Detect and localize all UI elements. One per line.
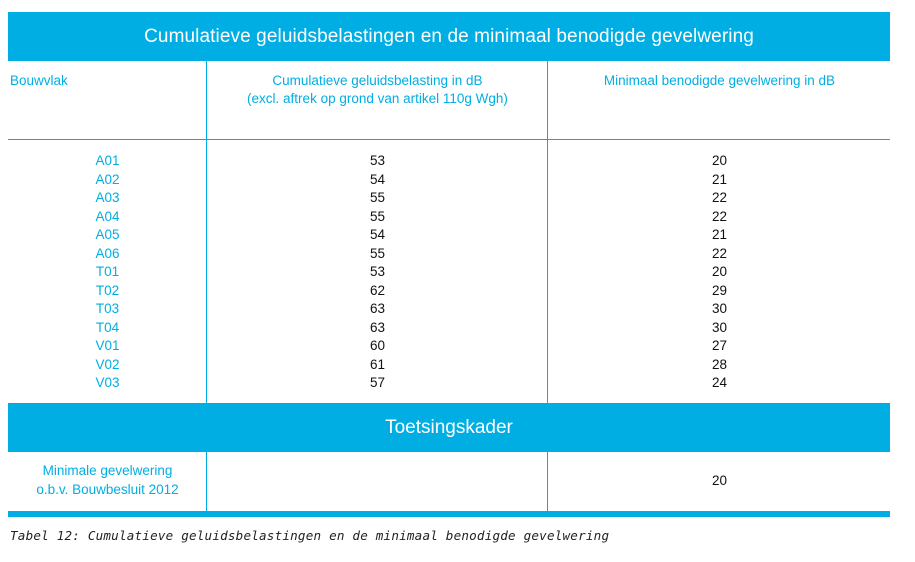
cell-cumulatief: 54 bbox=[369, 227, 386, 242]
table-row bbox=[8, 282, 890, 301]
table-row bbox=[8, 189, 890, 208]
table-row bbox=[8, 319, 890, 338]
header-divider bbox=[8, 139, 890, 140]
cell-gevelwering: 24 bbox=[711, 375, 728, 390]
cell-cumulatief: 63 bbox=[369, 301, 386, 316]
header-cumulatief-line2: (excl. aftrek op grond van artikel 110g Wgh) bbox=[247, 91, 508, 106]
cell-cumulatief: 53 bbox=[369, 153, 386, 168]
table-row bbox=[8, 226, 890, 245]
cell-cumulatief: 55 bbox=[369, 190, 386, 205]
footer-label-line2: o.b.v. Bouwbesluit 2012 bbox=[36, 481, 179, 497]
cell-gevelwering: 20 bbox=[711, 153, 728, 168]
column-divider bbox=[547, 452, 548, 511]
cell-cumulatief: 53 bbox=[369, 264, 386, 279]
cell-gevelwering: 22 bbox=[711, 245, 728, 261]
cell-bouwvlak: T01 bbox=[95, 264, 120, 279]
cell-bouwvlak: V03 bbox=[95, 375, 120, 390]
footer-value: 20 bbox=[711, 473, 728, 488]
cell-gevelwering: 21 bbox=[711, 171, 728, 187]
header-cumulatief-line1: Cumulatieve geluidsbelasting in dB bbox=[272, 73, 483, 88]
table-title-bar bbox=[8, 12, 890, 61]
cell-cumulatief: 63 bbox=[369, 319, 386, 335]
cell-gevelwering: 20 bbox=[711, 264, 728, 279]
cell-gevelwering: 21 bbox=[711, 227, 728, 242]
footer-label-line1: Minimale gevelwering bbox=[42, 463, 173, 478]
cell-bouwvlak: A01 bbox=[95, 153, 120, 168]
cell-bouwvlak: T02 bbox=[95, 282, 120, 298]
cell-bouwvlak: T04 bbox=[95, 319, 120, 335]
cell-bouwvlak: A03 bbox=[95, 190, 120, 205]
table-bottom-bar bbox=[8, 511, 890, 517]
header-bouwvlak: Bouwvlak bbox=[10, 73, 68, 88]
footer-label bbox=[8, 462, 207, 499]
section-title: Toetsingskader bbox=[385, 416, 513, 438]
cell-gevelwering: 29 bbox=[711, 282, 728, 298]
cell-bouwvlak: A02 bbox=[95, 171, 120, 187]
table-row bbox=[8, 337, 890, 356]
cell-bouwvlak: A04 bbox=[95, 208, 120, 224]
table-row bbox=[8, 245, 890, 264]
cell-gevelwering: 28 bbox=[711, 356, 728, 372]
data-table bbox=[8, 61, 890, 403]
cell-bouwvlak: A05 bbox=[95, 227, 120, 242]
cell-bouwvlak: V01 bbox=[95, 338, 120, 353]
section-bar bbox=[8, 403, 890, 452]
table-row bbox=[8, 300, 890, 319]
table-title: Cumulatieve geluidsbelastingen en de minimaal benodigde gevelwering bbox=[144, 25, 754, 47]
cell-bouwvlak: A06 bbox=[95, 245, 120, 261]
table-row bbox=[8, 152, 890, 171]
header-gevelwering: Minimaal benodigde gevelwering in dB bbox=[603, 73, 836, 88]
table-row bbox=[8, 208, 890, 227]
cell-bouwvlak: T03 bbox=[95, 301, 120, 316]
cell-cumulatief: 55 bbox=[369, 245, 386, 261]
table-caption: Tabel 12: Cumulatieve geluidsbelastingen en de minimaal benodigde gevelwering bbox=[10, 528, 610, 543]
footer-row bbox=[8, 452, 890, 511]
cell-gevelwering: 27 bbox=[711, 338, 728, 353]
table-row bbox=[8, 263, 890, 282]
cell-gevelwering: 30 bbox=[711, 319, 728, 335]
table-row bbox=[8, 374, 890, 393]
cell-cumulatief: 57 bbox=[369, 375, 386, 390]
table-row bbox=[8, 171, 890, 190]
cell-cumulatief: 54 bbox=[369, 171, 386, 187]
cell-cumulatief: 62 bbox=[369, 282, 386, 298]
cell-cumulatief: 55 bbox=[369, 208, 386, 224]
cell-cumulatief: 60 bbox=[369, 338, 386, 353]
header-cumulatief bbox=[207, 72, 548, 108]
cell-gevelwering: 30 bbox=[711, 301, 728, 316]
cell-gevelwering: 22 bbox=[711, 208, 728, 224]
table-row bbox=[8, 356, 890, 375]
cell-cumulatief: 61 bbox=[369, 356, 386, 372]
cell-gevelwering: 22 bbox=[711, 190, 728, 205]
cell-bouwvlak: V02 bbox=[95, 356, 120, 372]
